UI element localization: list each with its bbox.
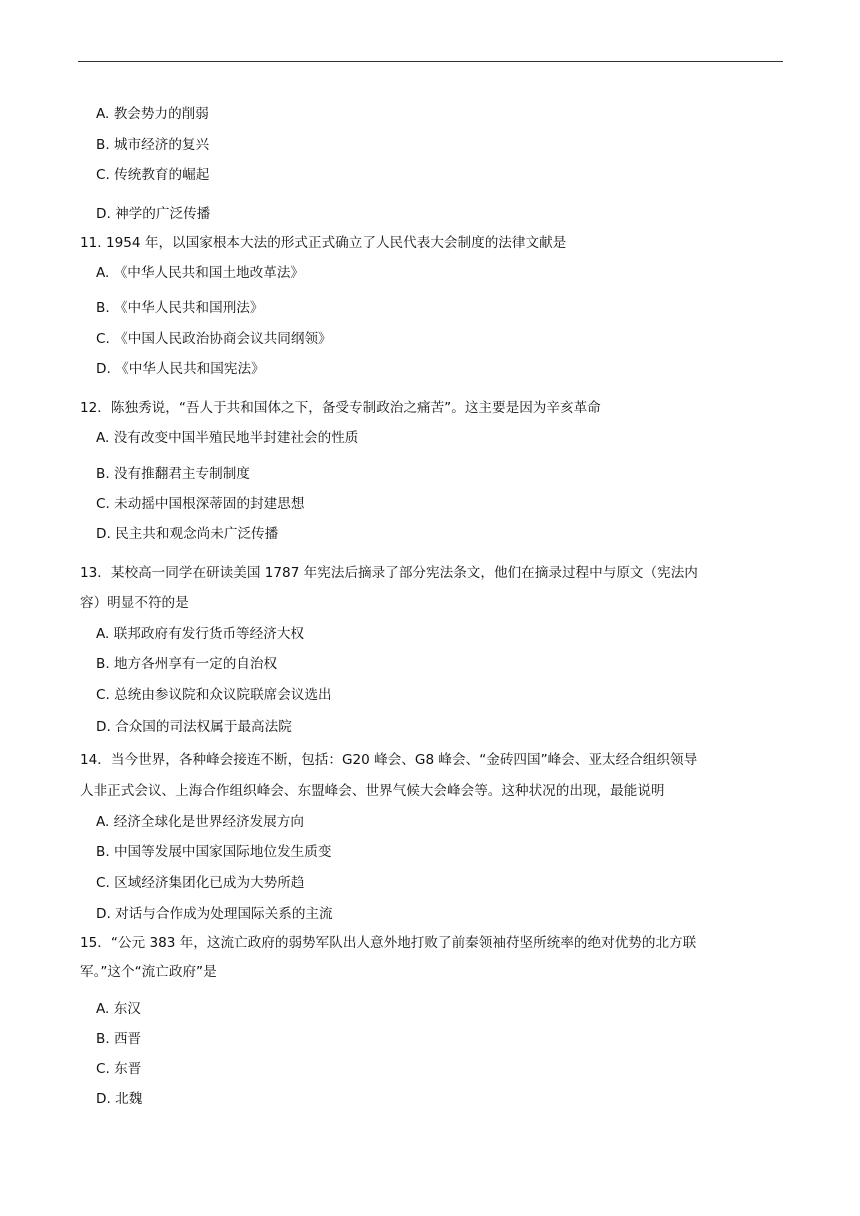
q10-option-a: A. 教会势力的削弱: [96, 106, 209, 122]
q10-option-c: C. 传统教育的崛起: [96, 167, 210, 183]
q12-stem: 12．陈独秀说，“吾人于共和国体之下，备受专制政治之痛苦”。这主要是因为辛亥革命: [80, 400, 601, 416]
q13-option-c: C. 总统由参议院和众议院联席会议选出: [96, 687, 332, 703]
q12-option-c: C. 未动摇中国根深蒂固的封建思想: [96, 496, 305, 512]
header-rule: [78, 61, 783, 62]
q15-option-b: B. 西晋: [96, 1031, 142, 1047]
q13-option-b: B. 地方各州享有一定的自治权: [96, 656, 278, 672]
q12-option-d: D. 民主共和观念尚未广泛传播: [96, 526, 279, 542]
q15-stem-line1: 15．“公元 383 年，这流亡政府的弱势军队出人意外地打败了前秦领袖苻坚所统率的绝对优势的北方联: [80, 935, 697, 951]
q10-option-d: D. 神学的广泛传播: [96, 206, 211, 222]
q12-option-b: B. 没有推翻君主专制制度: [96, 466, 250, 482]
q11-option-b: B. 《中华人民共和国刑法》: [96, 300, 264, 316]
q15-option-d: D. 北魏: [96, 1091, 143, 1107]
q12-option-a: A. 没有改变中国半殖民地半封建社会的性质: [96, 430, 359, 446]
q13-option-a: A. 联邦政府有发行货币等经济大权: [96, 626, 305, 642]
q10-option-b: B. 城市经济的复兴: [96, 137, 210, 153]
q13-option-d: D. 合众国的司法权属于最高法院: [96, 719, 292, 735]
q14-stem-line2: 人非正式会议、上海合作组织峰会、东盟峰会、世界气候大会峰会等。这种状况的出现，最能说明: [80, 783, 665, 799]
q11-option-c: C. 《中国人民政治协商会议共同纲领》: [96, 331, 332, 347]
q14-option-a: A. 经济全球化是世界经济发展方向: [96, 814, 305, 830]
q14-option-d: D. 对话与合作成为处理国际关系的主流: [96, 906, 333, 922]
q11-option-d: D. 《中华人民共和国宪法》: [96, 361, 265, 377]
q14-stem-line1: 14．当今世界，各种峰会接连不断，包括：G20 峰会、G8 峰会、“金砖四国”峰会、亚太经合组织领导: [80, 752, 698, 768]
q11-option-a: A. 《中华人民共和国土地改革法》: [96, 265, 305, 281]
q14-option-c: C. 区域经济集团化已成为大势所趋: [96, 875, 305, 891]
q13-stem-line2: 容）明显不符的是: [80, 595, 189, 611]
q15-option-c: C. 东晋: [96, 1061, 142, 1077]
q15-stem-line2: 军。”这个“流亡政府”是: [80, 964, 217, 980]
q13-stem-line1: 13．某校高一同学在研读美国 1787 年宪法后摘录了部分宪法条文，他们在摘录过程中与原文（宪法内: [80, 565, 698, 581]
q14-option-b: B. 中国等发展中国家国际地位发生质变: [96, 844, 332, 860]
q11-stem: 11. 1954 年，以国家根本大法的形式正式确立了人民代表大会制度的法律文献是: [80, 235, 567, 251]
q15-option-a: A. 东汉: [96, 1001, 141, 1017]
